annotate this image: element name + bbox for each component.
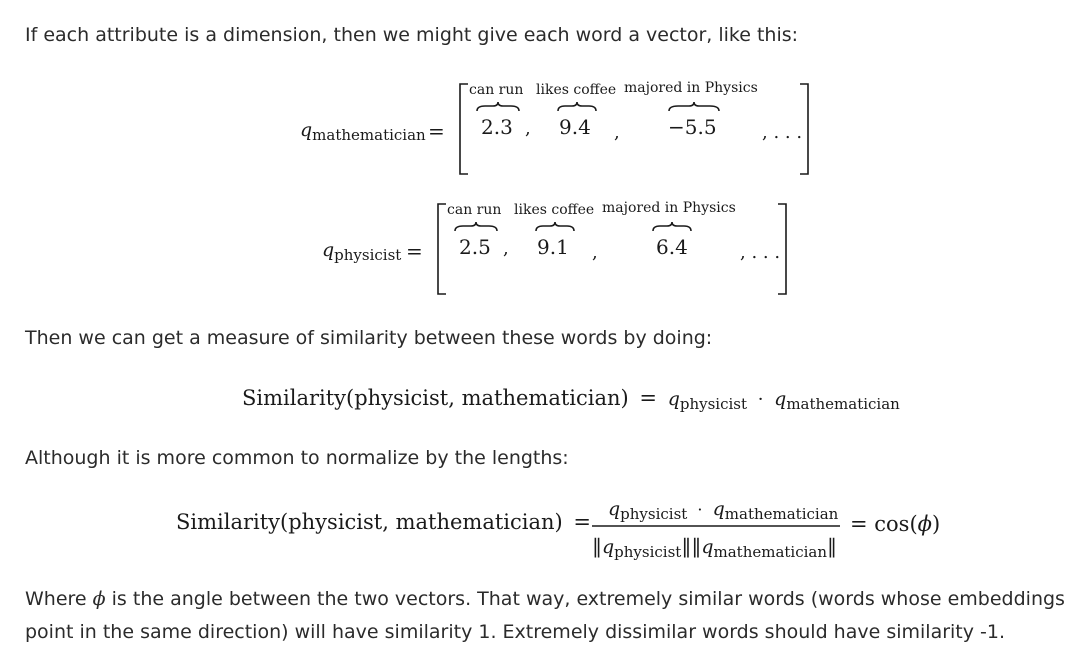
q-variable: q (300, 119, 313, 141)
phi-symbol: ϕ (917, 512, 932, 536)
equals-sign: = (406, 239, 423, 263)
norm-bars: ‖ (681, 534, 692, 558)
q-variable: q (608, 498, 621, 520)
overbrace-icon (535, 221, 575, 233)
equals-sign: = (573, 510, 592, 534)
fraction-bar (592, 525, 842, 529)
value-majored-in-physics: −5.5 (668, 115, 717, 139)
ellipsis: , . . . (762, 122, 803, 143)
cosine-lhs (176, 510, 591, 534)
dot-operator: · (697, 500, 703, 519)
value-likes-coffee: 9.4 (559, 115, 591, 139)
comma: , (614, 122, 620, 143)
similarity-lhs: Similarity(physicist, mathematician) (176, 510, 563, 534)
paragraph-normalize: Although it is more common to normalize by the lengths: (25, 447, 569, 469)
subscript-mathematician: mathematician (713, 543, 828, 561)
subscript-mathematician: mathematician (312, 126, 426, 144)
q-variable: q (712, 498, 725, 520)
subscript-physicist: physicist (620, 505, 688, 523)
paragraph-similarity: Then we can get a measure of similarity between these words by doing: (25, 327, 713, 349)
comma: , (503, 238, 509, 259)
value-majored-in-physics: 6.4 (656, 235, 688, 259)
fraction-numerator (608, 498, 839, 523)
similarity-lhs: Similarity(physicist, mathematician) (242, 386, 629, 410)
q-variable: q (602, 536, 615, 558)
value-can-run: 2.3 (481, 115, 513, 139)
q-variable: q (667, 388, 680, 410)
subscript-mathematician: mathematician (786, 395, 900, 413)
overbrace-icon (454, 221, 498, 233)
subscript-physicist: physicist (334, 246, 402, 264)
paragraph-where-phi-line1 (25, 583, 1065, 616)
overbrace-icon (476, 101, 520, 113)
norm-bars: ‖ (827, 534, 838, 558)
equation-dot-product (242, 386, 900, 413)
label-can-run: can run (469, 82, 524, 98)
subscript-physicist: physicist (614, 543, 682, 561)
norm-bars: ‖ (691, 534, 702, 558)
subscript-mathematician: mathematician (724, 505, 839, 523)
intro-paragraph: If each attribute is a dimension, then we might give each word a vector, like this: (25, 24, 799, 46)
label-majored-in-physics: majored in Physics (624, 80, 758, 96)
norm-bars: ‖ (592, 534, 602, 558)
ellipsis: , . . . (740, 242, 781, 263)
overbrace-icon (557, 101, 597, 113)
vector-mathematician-lhs (300, 119, 426, 144)
phi-symbol: ϕ (92, 588, 106, 610)
text-where: Where (25, 588, 93, 610)
value-can-run: 2.5 (459, 235, 491, 259)
q-variable: q (322, 239, 335, 261)
cos-text: = cos( (850, 512, 918, 536)
overbrace-icon (652, 221, 692, 233)
value-likes-coffee: 9.1 (537, 235, 569, 259)
label-majored-in-physics: majored in Physics (602, 200, 736, 216)
close-paren: ) (931, 512, 941, 536)
q-variable: q (701, 536, 714, 558)
equals-sign: = (639, 386, 658, 410)
dot-operator: · (757, 389, 764, 410)
label-can-run: can run (447, 202, 502, 218)
vector-physicist-lhs (322, 239, 402, 264)
equals-sign: = (428, 119, 445, 143)
text-angle-description: is the angle between the two vectors. That way, extremely similar words (words whose embeddings (105, 588, 1065, 610)
q-variable: q (774, 388, 787, 410)
label-likes-coffee: likes coffee (514, 202, 595, 218)
subscript-physicist: physicist (679, 395, 748, 413)
label-likes-coffee: likes coffee (536, 82, 617, 98)
paragraph-where-phi-line2: point in the same direction) will have similarity 1. Extremely dissimilar words should have similarity -1. (25, 621, 1006, 643)
comma: , (525, 118, 531, 139)
comma: , (592, 242, 598, 263)
overbrace-icon (668, 101, 720, 113)
cosine-rhs (850, 512, 940, 536)
fraction-denominator (592, 534, 838, 561)
